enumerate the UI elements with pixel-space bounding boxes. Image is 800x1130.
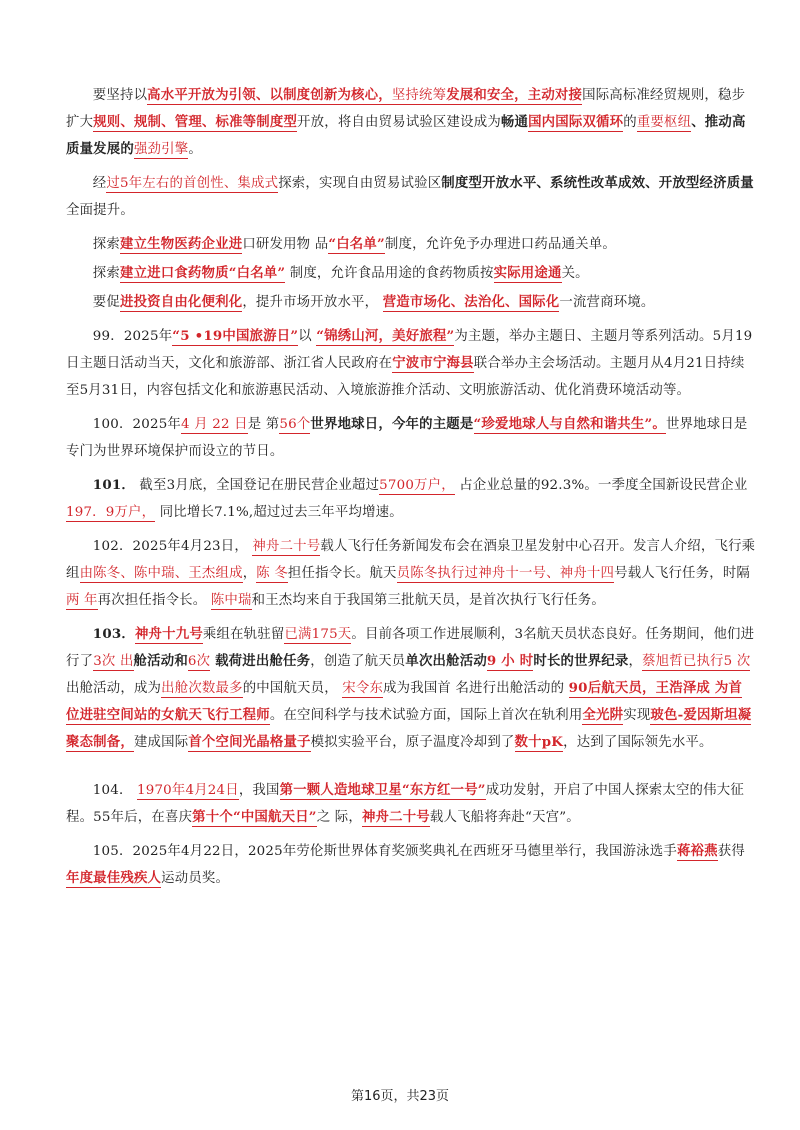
text-run: 模拟实验平台，原子温度冷却到了 bbox=[310, 735, 515, 750]
bold-text: 载荷进出舱任务 bbox=[210, 653, 311, 669]
highlighted-text: 进投资自由化便利化 bbox=[119, 294, 243, 310]
text-run: 担任指令长。航天 bbox=[287, 566, 397, 581]
text-run: ，创造了航天员 bbox=[310, 654, 406, 669]
highlighted-text: 年度最佳残疾人 bbox=[66, 870, 162, 886]
highlighted-text: 神舟二十号 bbox=[252, 539, 321, 554]
text-run: ， bbox=[628, 654, 643, 669]
highlighted-text: 56个 bbox=[279, 417, 311, 432]
text-run: 99．2025年 bbox=[92, 329, 173, 344]
text-run: 和王杰均来自于我国第三批航天员，是首次执行飞行任务。 bbox=[251, 593, 605, 608]
text-run: 要坚持以 bbox=[92, 88, 148, 103]
highlighted-text: 3次 出 bbox=[93, 654, 134, 669]
highlighted-text: 9 小 时 bbox=[486, 653, 534, 669]
highlighted-text: 建立进口食药物质“白名单” bbox=[119, 265, 286, 281]
highlighted-text: 强劲引擎 bbox=[133, 142, 189, 157]
highlighted-text: 神舟十九号 bbox=[134, 626, 203, 642]
highlighted-text: 陈 冬 bbox=[256, 566, 288, 581]
highlighted-text: 玻色-爱因斯坦凝聚态制备， bbox=[66, 707, 752, 750]
text-run: 开放，将自由贸易试验区建设成为 bbox=[297, 115, 501, 130]
text-run: 为主题，举办主题日、主题月等系列活动。5月19日主题日活动当天，文化和旅游部、浙江省人民政府在 bbox=[66, 329, 753, 371]
text-run: 的中国航天员， bbox=[242, 681, 343, 696]
document-body bbox=[66, 82, 758, 899]
highlighted-text: “东方红一号” bbox=[401, 782, 486, 798]
text-run: 实现 bbox=[623, 708, 651, 723]
text-run: 探索 bbox=[92, 237, 120, 252]
highlighted-text: 出舱次数最多 bbox=[161, 681, 243, 696]
text-run: ，提升市场开放水平， bbox=[242, 295, 383, 310]
bold-text: 103． bbox=[92, 626, 135, 642]
highlighted-text: 蒋裕燕 bbox=[676, 843, 718, 859]
highlighted-text: 由陈冬、陈中瑞、王杰组成 bbox=[79, 566, 243, 581]
text-run: 乘组在轨驻留 bbox=[202, 627, 285, 642]
highlighted-text: 1970年4月24日 bbox=[137, 783, 239, 798]
highlighted-text: 神舟二十号 bbox=[361, 809, 430, 825]
highlighted-text: 数十pK bbox=[514, 734, 564, 750]
text-run: 全面提升。 bbox=[66, 203, 134, 218]
text-run: 104． bbox=[92, 783, 138, 798]
text-run: 号载人飞行任务，时隔 bbox=[614, 566, 751, 581]
text-run: 载人飞船将奔赴“天宫”。 bbox=[429, 810, 580, 825]
bold-text: 、推动高质量发展的 bbox=[66, 114, 746, 157]
text-run: 探索 bbox=[92, 266, 120, 281]
text-run: 探索，实现自由贸易试验区 bbox=[278, 176, 442, 191]
text-run: 载人飞行任务新闻发布会在酒泉卫星发射中心召开。发言人介绍，飞行乘组 bbox=[66, 539, 756, 581]
paragraph bbox=[66, 472, 758, 526]
text-run: 截至3月底，全国登记在册民营企业超过 bbox=[134, 478, 380, 493]
highlighted-text: 全光阱 bbox=[582, 707, 624, 723]
highlighted-text: 4 月 22 日 bbox=[181, 417, 248, 432]
text-run: 105．2025年4月22日，2025年劳伦斯世界体育奖颁奖典礼在西班牙马德里举行，我国游泳选手 bbox=[92, 844, 677, 859]
text-run: 同比增长7.1%,超过过去三年平均增速。 bbox=[155, 505, 403, 520]
paragraph bbox=[66, 231, 758, 258]
bold-text: 世界地球日，今年的主题是 bbox=[310, 416, 474, 432]
highlighted-text: 营造市场化、法治化、国际化 bbox=[382, 294, 560, 310]
text-run: 是 第 bbox=[247, 417, 280, 432]
paragraph bbox=[66, 82, 758, 163]
highlighted-text: 两 年 bbox=[66, 593, 98, 608]
text-run: 建成国际 bbox=[133, 735, 189, 750]
text-run: 占企业总量的92.3%。一季度全国新设民营企业 bbox=[454, 478, 748, 493]
text-run: 联合举办主会场活动。主题月从4月21日持续至5月31日，内容包括文化和旅游惠民活动、入境旅游推介活动、文明旅游活动、优化消费环境活动等。 bbox=[66, 356, 745, 398]
highlighted-text: 实际用途通 bbox=[493, 265, 562, 281]
text-run: 成为我国首 名进行出舱活动的 bbox=[383, 681, 569, 696]
paragraph-gap bbox=[66, 763, 758, 777]
paragraph bbox=[66, 323, 758, 404]
text-run: 关。 bbox=[561, 266, 589, 281]
highlighted-text: “珍爱地球人与自然和谐共生”。 bbox=[473, 416, 666, 432]
highlighted-text: 6次 bbox=[187, 654, 211, 669]
text-run: ， bbox=[242, 566, 257, 581]
highlighted-text: 主动对接 bbox=[527, 87, 583, 103]
highlighted-text: “白名单” bbox=[328, 236, 385, 252]
highlighted-text: 5700万户， bbox=[379, 478, 455, 493]
text-run: 成功发射，开启了中国人探索太空的伟大征程。55年后，在喜庆 bbox=[66, 783, 744, 825]
text-run: 。 bbox=[188, 142, 202, 157]
bold-text: 时长的世界纪录 bbox=[533, 653, 629, 669]
highlighted-text: 规则、规制、管理、标准等制度型 bbox=[93, 114, 298, 130]
text-run: ，达到了国际领先水平。 bbox=[563, 735, 713, 750]
highlighted-text: 蔡旭哲已执行5 次 bbox=[642, 654, 751, 669]
highlighted-text: 员陈冬执行过神舟十一号、神舟十四 bbox=[396, 566, 615, 581]
text-run: 经 bbox=[92, 176, 107, 191]
text-run: 制度，允许免予办理进口药品通关单。 bbox=[384, 237, 616, 252]
highlighted-text: 宋令东 bbox=[342, 681, 384, 696]
text-run: 以 bbox=[298, 329, 317, 344]
highlighted-text: 高水平开放为引领、以制度创新为核心， bbox=[147, 87, 392, 103]
highlighted-text: 国内国际双循环 bbox=[528, 114, 624, 130]
highlighted-text: 重要枢纽 bbox=[636, 115, 692, 130]
bold-text: 101． bbox=[92, 477, 135, 493]
text-run: 口研发用物 品 bbox=[242, 237, 329, 252]
paragraph bbox=[66, 411, 758, 465]
text-run: 再次担任指令长。 bbox=[97, 593, 211, 608]
text-run: 出舱活动，成为 bbox=[66, 681, 162, 696]
text-run: 。目前各项工作进展顺利，3名航天员状态良好。任务期间，他们进行了 bbox=[66, 627, 755, 669]
bold-text: 舱活动和 bbox=[133, 653, 188, 669]
highlighted-text: 宁波市宁海县 bbox=[392, 355, 474, 371]
highlighted-text: 已满175天 bbox=[284, 627, 352, 642]
paragraph bbox=[66, 260, 758, 287]
highlighted-text: 陈中瑞 bbox=[210, 593, 252, 608]
paragraph bbox=[66, 838, 758, 892]
text-run: ，我国 bbox=[238, 783, 280, 798]
text-run: 102．2025年4月23日， bbox=[92, 539, 253, 554]
page-footer: 第16页，共23页 bbox=[350, 1089, 450, 1104]
highlighted-text: 坚持统筹 bbox=[391, 88, 447, 103]
highlighted-text: 197．9万户， bbox=[66, 505, 156, 520]
bold-text: 制度型开放水平、系统性改革成效、开放型经济质量 bbox=[441, 175, 754, 191]
highlighted-text: 发展和安全， bbox=[446, 87, 528, 103]
highlighted-text: 过5年左右的首创性、集成式 bbox=[106, 176, 279, 191]
paragraph bbox=[66, 533, 758, 614]
paragraph bbox=[66, 777, 758, 831]
highlighted-text: 90后航天员，王浩泽成 为首 位进驻空间站的女航天飞行工程师 bbox=[66, 680, 743, 723]
text-run: 之 际， bbox=[316, 810, 362, 825]
paragraph bbox=[66, 170, 758, 224]
highlighted-text: 建立生物医药企业进 bbox=[119, 236, 243, 252]
paragraph bbox=[66, 289, 758, 316]
highlighted-text: 第一颗人造地球卫星 bbox=[279, 782, 402, 798]
highlighted-text: “5 •19中国旅游日” bbox=[172, 328, 299, 344]
text-run: 国际高标准经贸规则，稳步扩大 bbox=[66, 88, 746, 130]
text-run: 制度，允许食品用途的食药物质按 bbox=[285, 266, 494, 281]
paragraph bbox=[66, 621, 758, 756]
highlighted-text: 首个空间光晶格量子 bbox=[188, 734, 311, 750]
bold-text: 单次出舱活动 bbox=[405, 653, 487, 669]
text-run: 的 bbox=[623, 115, 637, 130]
text-run: 要促 bbox=[92, 295, 120, 310]
highlighted-text: “锦绣山河，美好旅程” bbox=[316, 328, 455, 344]
text-run: 。在空间科学与技术试验方面，国际上首次在轨利用 bbox=[269, 708, 583, 723]
bold-text: 畅通 bbox=[500, 114, 529, 130]
text-run: 一流营商环境。 bbox=[559, 295, 655, 310]
text-run: 100．2025年 bbox=[92, 417, 182, 432]
text-run: 运动员奖。 bbox=[161, 871, 230, 886]
text-run: 世界地球日是专门为世界环境保护而设立的节日。 bbox=[66, 417, 748, 459]
highlighted-text: 第十个“中国航天日” bbox=[192, 809, 317, 825]
text-run: 获得 bbox=[717, 844, 745, 859]
